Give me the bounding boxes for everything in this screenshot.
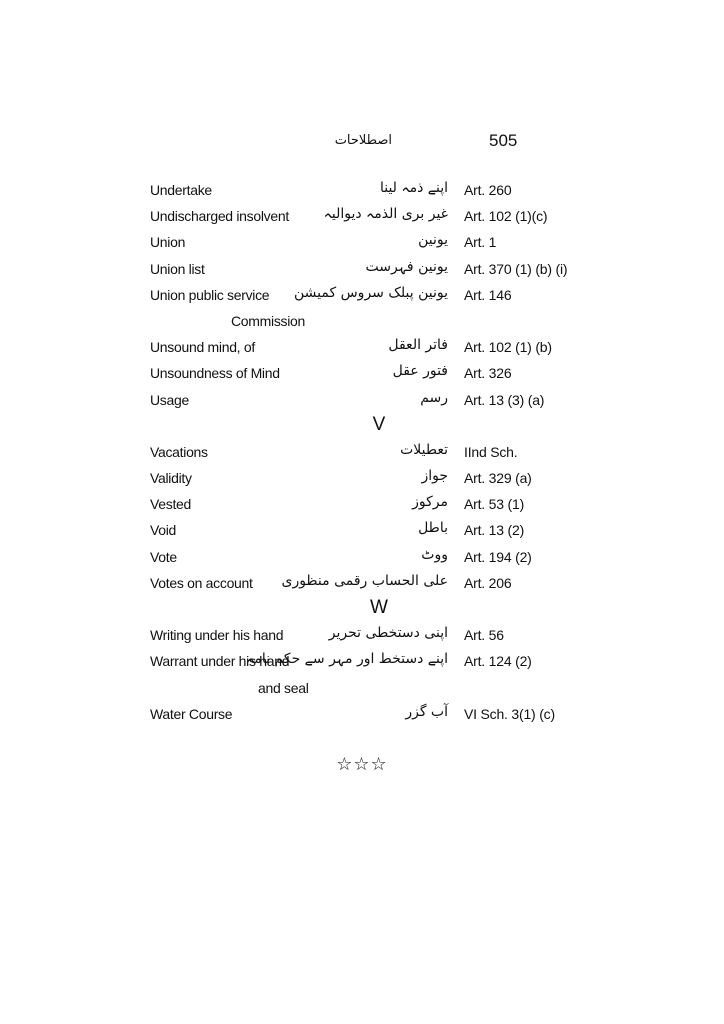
urdu-term: فاتر العقل [388, 337, 448, 354]
english-term-continuation: and seal [258, 679, 309, 696]
urdu-term: اپنے ذمہ لینا [379, 180, 448, 196]
glossary-entry [0, 704, 724, 730]
urdu-term: یونین پبلک سروس کمیشن [294, 284, 448, 301]
glossary-entries [0, 180, 724, 730]
urdu-term: اپنی دستخطی تحریر [328, 625, 448, 642]
section-letter-row [0, 599, 724, 625]
urdu-term: یونین [418, 232, 448, 249]
glossary-entry [0, 651, 724, 677]
urdu-term: اپنے دستخط اور مہر سے حکم نامہ [246, 651, 448, 668]
urdu-term: تعطیلات [400, 441, 448, 458]
article-reference: VI Sch. 3(1) (c) [464, 705, 555, 722]
glossary-entry [0, 285, 724, 311]
article-reference: Art. 102 (1)(c) [464, 208, 548, 225]
english-term: Votes on account [150, 574, 253, 591]
english-term: Union list [150, 260, 205, 277]
page-heading: اصطلاحات [334, 133, 392, 148]
english-term: Writing under his hand [150, 627, 284, 644]
article-reference: Art. 206 [464, 574, 512, 591]
urdu-term: ووٹ [421, 546, 448, 563]
glossary-entry [0, 547, 724, 573]
urdu-term: مرکوز [412, 494, 448, 511]
article-reference: Art. 124 (2) [464, 653, 532, 670]
glossary-entry [0, 337, 724, 363]
section-letter: V [372, 413, 386, 435]
article-reference: Art. 1 [464, 234, 497, 251]
english-term: Usage [150, 391, 189, 408]
glossary-entry [0, 363, 724, 389]
english-term: Water Course [150, 705, 233, 722]
glossary-entry [0, 206, 724, 232]
urdu-term: آب گزر [405, 703, 448, 720]
urdu-term: جواز [421, 468, 448, 485]
english-term: Unsoundness of Mind [150, 365, 280, 382]
glossary-entry [0, 625, 724, 651]
article-reference: Art. 260 [464, 182, 512, 198]
urdu-term: فتور عقل [392, 363, 448, 380]
english-term: Vote [150, 548, 177, 565]
urdu-term: باطل [418, 520, 448, 537]
english-term: Union [150, 234, 186, 251]
article-reference: Art. 326 [464, 365, 512, 382]
english-term: Void [150, 522, 177, 539]
english-term: Warrant under his hand [150, 653, 290, 670]
glossary-entry [0, 468, 724, 494]
article-reference: Art. 56 [464, 627, 504, 644]
entry-continuation [0, 678, 724, 704]
page-number: 505 [489, 131, 518, 150]
article-reference: Art. 146 [464, 286, 512, 303]
urdu-term: رسم [420, 389, 448, 406]
article-reference: Art. 53 (1) [464, 496, 525, 513]
entry-continuation [0, 311, 724, 337]
section-letter: W [370, 597, 388, 618]
article-reference: Art. 13 (2) [464, 522, 525, 539]
glossary-entry [0, 232, 724, 258]
glossary-entry [0, 180, 724, 206]
article-reference: IInd Sch. [464, 443, 518, 460]
article-reference: Art. 370 (1) (b) (i) [464, 260, 568, 277]
article-reference: Art. 329 (a) [464, 470, 532, 487]
english-term: Vested [150, 496, 192, 513]
article-reference: Art. 13 (3) (a) [464, 391, 545, 408]
glossary-entry [0, 573, 724, 599]
glossary-entry [0, 390, 724, 416]
english-term: Unsound mind, of [150, 339, 255, 356]
article-reference: Art. 194 (2) [464, 548, 532, 565]
glossary-entry [0, 520, 724, 546]
english-term: Validity [150, 470, 192, 487]
section-letter-row [0, 413, 724, 442]
glossary-entry [0, 442, 724, 468]
urdu-term: علی الحساب رقمی منظوری [281, 572, 448, 589]
urdu-term: یونین فہرست [365, 258, 448, 275]
english-term-continuation: Commission [231, 312, 306, 329]
end-ornament: ☆☆☆ [336, 754, 388, 775]
english-term: Undischarged insolvent [150, 208, 289, 225]
article-reference: Art. 102 (1) (b) [464, 339, 552, 356]
urdu-term: غیر بری الذمہ دیوالیہ [323, 206, 448, 223]
english-term: Vacations [150, 443, 208, 460]
glossary-entry [0, 259, 724, 285]
english-term: Union public service [150, 286, 270, 303]
english-term: Undertake [150, 182, 212, 198]
glossary-entry [0, 494, 724, 520]
